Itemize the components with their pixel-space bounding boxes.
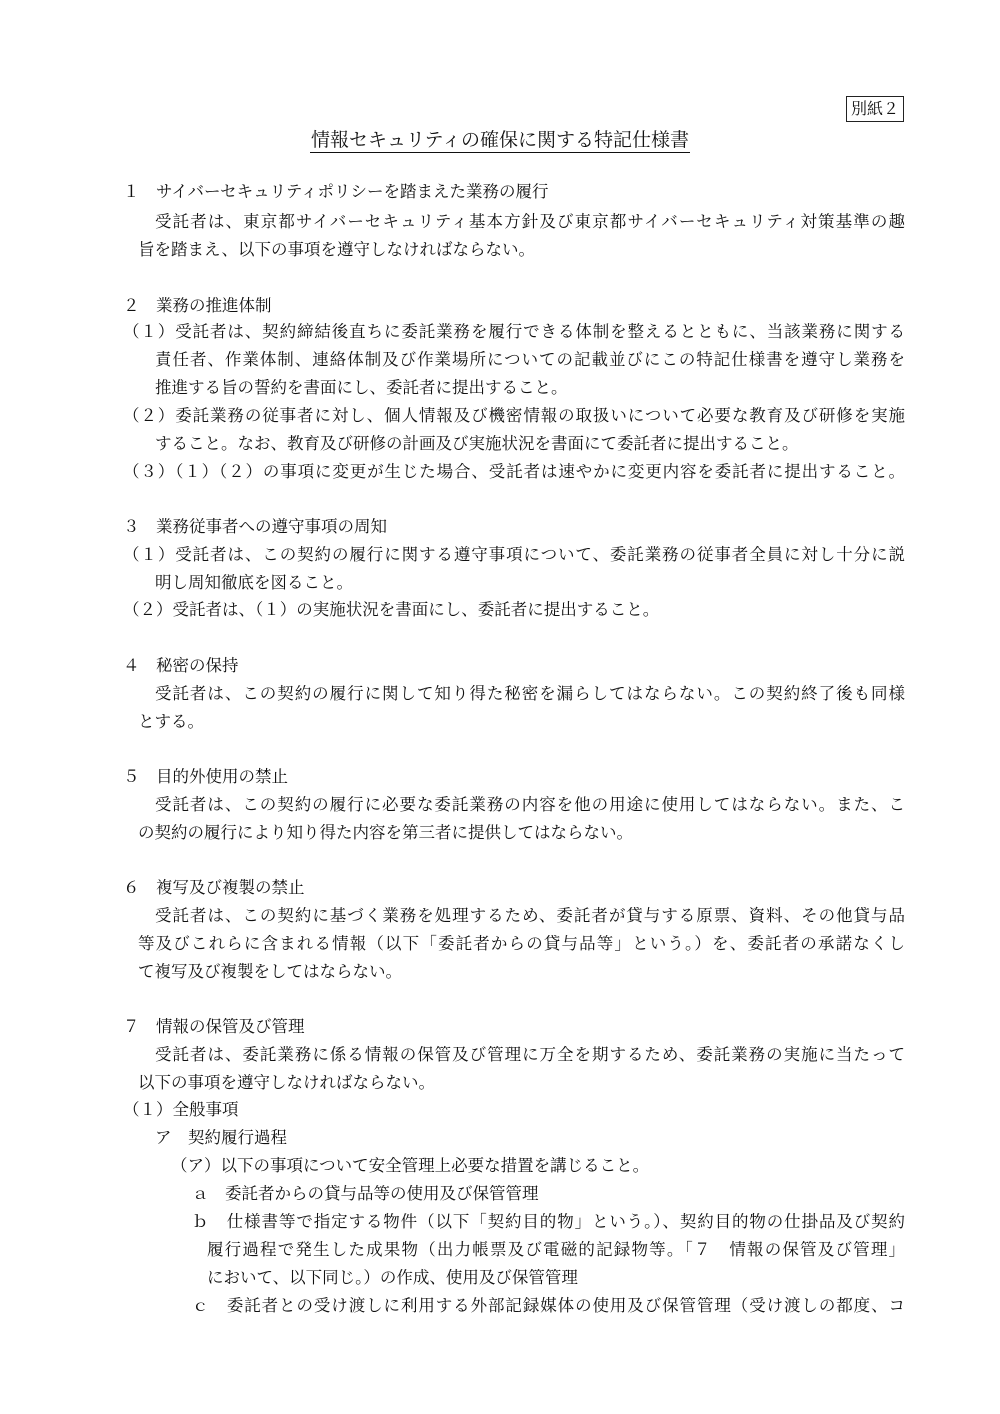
section-6-text-line: 等及びこれらに含まれる情報（以下「委託者からの貸与品等」という。）を、委託者の承諾なくし [138,934,905,953]
section-2-item-line: （１）受託者は、契約締結後直ちに委託業務を履行できる体制を整えるとともに、当該業務に関する [123,322,905,341]
section-2-heading: ２ 業務の推進体制 [123,296,272,315]
section-7-item-line: 履行過程で発生した成果物（出力帳票及び電磁的記録物等。「７ 情報の保管及び管理」 [207,1240,905,1259]
section-1-text-line: 旨を踏まえ、以下の事項を遵守しなければならない。 [138,240,535,259]
section-3-item-line: （２）受託者は、（１）の実施状況を書面にし、委託者に提出すること。 [123,600,660,619]
section-3-item-line: （１）受託者は、この契約の履行に関する遵守事項について、委託業務の従事者全員に対し十分に説 [123,545,905,564]
section-7-item-line: ａ 委託者からの貸与品等の使用及び保管管理 [192,1184,539,1203]
section-7-text-line: 以下の事項を遵守しなければならない。 [138,1073,435,1092]
section-5-text-line: 受託者は、この契約の履行に必要な委託業務の内容を他の用途に使用してはならない。また、こ [155,795,905,814]
section-3-item-line: 明し周知徹底を図ること。 [155,573,353,592]
document-title-text: 情報セキュリティの確保に関する特記仕様書 [310,129,690,151]
section-2-item-line: （３）（１）（２）の事項に変更が生じた場合、受託者は速やかに変更内容を委託者に提出すること。 [123,462,905,481]
section-6-text-line: て複写及び複製をしてはならない。 [138,962,402,981]
section-2-item-line: 責任者、作業体制、連絡体制及び作業場所についての記載並びにこの特記仕様書を遵守し業務を [155,350,905,369]
document-title [0,126,1000,154]
section-4-text-line: 受託者は、この契約の履行に関して知り得た秘密を漏らしてはならない。この契約終了後も同様 [155,684,905,703]
section-7-subheading: ア 契約履行過程 [155,1128,287,1147]
section-5-text-line: の契約の履行により知り得た内容を第三者に提供してはならない。 [138,823,633,842]
section-7-text-line: 受託者は、委託業務に係る情報の保管及び管理に万全を期するため、委託業務の実施に当たって [155,1045,905,1064]
section-1-text-line: 受託者は、東京都サイバーセキュリティ基本方針及び東京都サイバーセキュリティ対策基準の趣 [155,212,905,231]
section-6-text-line: 受託者は、この契約に基づく業務を処理するため、委託者が貸与する原票、資料、その他貸与品 [155,906,905,925]
section-6-heading: ６ 複写及び複製の禁止 [123,878,305,897]
section-7-item-line: ｂ 仕様書等で指定する物件（以下「契約目的物」という。）、契約目的物の仕掛品及び契約 [192,1212,905,1231]
section-7-subheading: （１）全般事項 [123,1100,239,1119]
section-7-heading: ７ 情報の保管及び管理 [123,1017,305,1036]
section-5-heading: ５ 目的外使用の禁止 [123,767,288,786]
section-4-text-line: とする。 [138,712,204,731]
section-7-item-line: ｃ 委託者との受け渡しに利用する外部記録媒体の使用及び保管管理（受け渡しの都度、コ [192,1296,905,1315]
section-7-item-line: において、以下同じ。）の作成、使用及び保管管理 [207,1268,578,1287]
section-3-heading: ３ 業務従事者への遵守事項の周知 [123,517,387,536]
section-2-item-line: 推進する旨の誓約を書面にし、委託者に提出すること。 [155,378,568,397]
section-4-heading: ４ 秘密の保持 [123,656,239,675]
section-2-item-line: すること。なお、教育及び研修の計画及び実施状況を書面にて委託者に提出すること。 [155,434,799,453]
attachment-label: 別紙２ [846,96,904,122]
section-2-item-line: （２）委託業務の従事者に対し、個人情報及び機密情報の取扱いについて必要な教育及び研修を実施 [123,406,905,425]
section-1-heading: １ サイバーセキュリティポリシーを踏まえた業務の履行 [123,182,549,201]
section-7-item-line: （ア）以下の事項について安全管理上必要な措置を講じること。 [171,1156,650,1175]
